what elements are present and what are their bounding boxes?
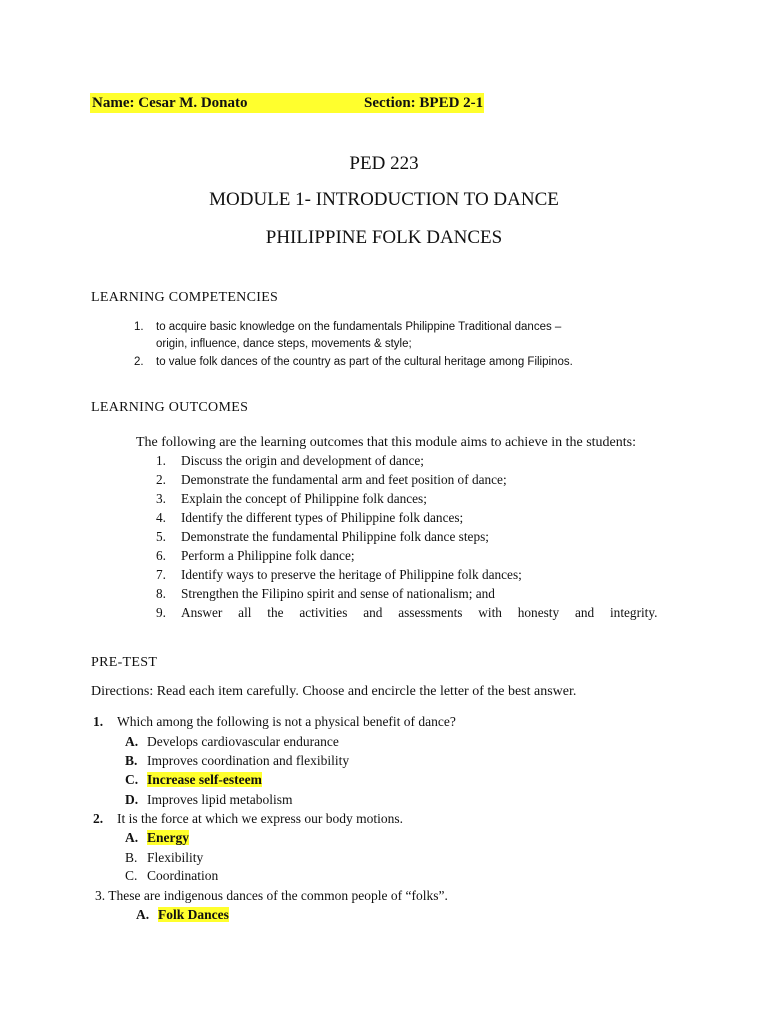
outcome-item [156,548,355,564]
outcome-number: 8. [156,586,166,601]
option-a[interactable] [125,734,339,750]
highlighted-answer: Increase self-esteem [147,772,262,787]
outcomes-heading: LEARNING OUTCOMES [91,400,249,415]
question-1 [93,714,456,730]
outcome-text: Explain the concept of Philippine folk dances; [181,491,427,506]
question-text: Which among the following is not a physical benefit of dance? [117,714,456,729]
outcome-number: 3. [156,491,166,506]
outcome-item [156,605,658,621]
outcome-number: 4. [156,510,166,525]
highlighted-answer: Energy [147,830,189,845]
option-text: Coordination [147,868,219,883]
outcome-item [156,472,507,488]
option-text: Develops cardiovascular endurance [147,734,339,749]
option-a-answer[interactable] [125,830,189,846]
student-name: Name: Cesar M. Donato [92,95,248,111]
pretest-heading: PRE-TEST [91,655,158,670]
option-letter: D. [125,792,139,807]
highlighted-answer: Folk Dances [158,907,229,922]
outcome-number: 7. [156,567,166,582]
outcome-text: Demonstrate the fundamental arm and feet position of dance; [181,472,507,487]
outcome-number: 9. [156,605,166,620]
question-number: 1. [93,714,104,729]
option-text: Improves lipid metabolism [147,792,293,807]
pretest-directions: Directions: Read each item carefully. Choose and encircle the letter of the best answer. [91,684,577,699]
competencies-heading: LEARNING COMPETENCIES [91,290,279,305]
option-letter: A. [125,734,139,749]
outcomes-intro: The following are the learning outcomes that this module aims to achieve in the students: [136,435,636,450]
student-section: Section: BPED 2-1 [364,95,484,111]
question-text: It is the force at which we express our body motions. [117,811,404,826]
option-text: Improves coordination and flexibility [147,753,350,768]
outcome-text: Answer all the activities and assessments with honesty and integrity. [181,605,658,620]
competency-number: 1. [134,321,144,333]
outcome-item [156,586,495,602]
outcome-item [156,567,522,583]
option-letter: B. [125,850,138,865]
outcome-text: Demonstrate the fundamental Philippine folk dance steps; [181,529,489,544]
outcome-item [156,491,427,507]
outcome-text: Perform a Philippine folk dance; [181,548,355,563]
competency-item [134,354,573,371]
outcome-number: 6. [156,548,166,563]
outcome-number: 2. [156,472,166,487]
option-letter: A. [136,907,150,922]
option-text: Flexibility [147,850,204,865]
outcome-number: 5. [156,529,166,544]
option-d[interactable] [125,792,292,808]
option-letter: A. [125,830,139,845]
option-b[interactable] [125,850,203,866]
option-a-answer[interactable] [136,907,229,923]
outcome-item [156,510,463,526]
student-info-bar [90,93,484,113]
outcome-item [156,453,424,469]
module-title: MODULE 1- INTRODUCTION TO DANCE [209,189,559,210]
outcome-text: Identify the different types of Philippine folk dances; [181,510,464,525]
outcome-text: Strengthen the Filipino spirit and sense of nationalism; and [181,586,495,601]
option-letter: C. [125,868,138,883]
outcome-text: Discuss the origin and development of dance; [181,453,424,468]
topic-title: PHILIPPINE FOLK DANCES [265,227,503,248]
course-code: PED 223 [349,153,419,174]
question-number: 2. [93,811,104,826]
question-3: 3. These are indigenous dances of the common people of “folks”. [95,888,448,903]
option-c[interactable] [125,868,218,884]
competency-text: to value folk dances of the country as part of the cultural heritage among Filipinos. [156,356,573,368]
competency-item [134,319,561,336]
competency-number: 2. [134,356,144,368]
option-letter: B. [125,753,138,768]
option-b[interactable] [125,753,349,769]
competency-item-continuation: origin, influence, dance steps, movements & style; [156,338,412,350]
outcome-number: 1. [156,453,166,468]
outcome-text: Identify ways to preserve the heritage of Philippine folk dances; [181,567,522,582]
question-2 [93,811,403,827]
outcome-item [156,529,489,545]
competency-text: to acquire basic knowledge on the fundamentals Philippine Traditional dances – [156,321,562,333]
option-c-answer[interactable] [125,772,262,788]
option-letter: C. [125,772,139,787]
